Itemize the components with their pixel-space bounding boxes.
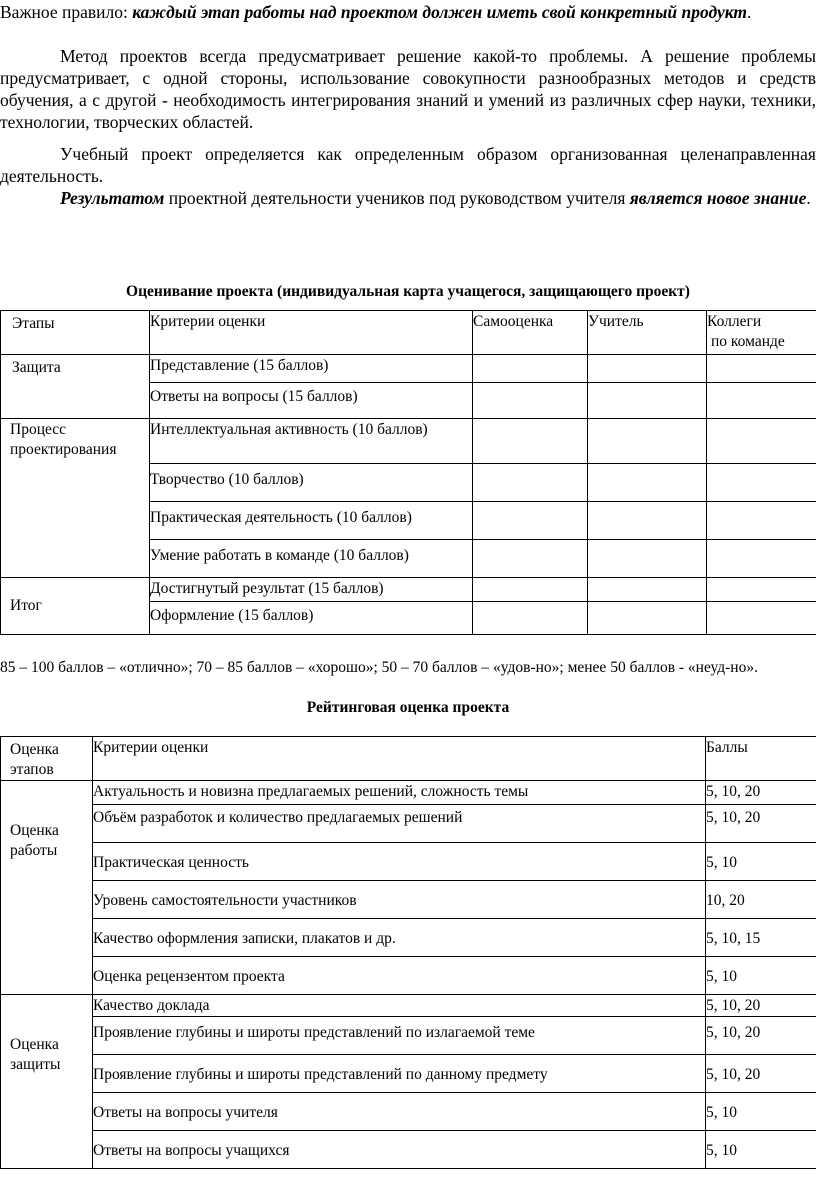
criterion-cell: Умение работать в команде (10 баллов) <box>150 540 473 578</box>
peers-score-cell <box>707 355 816 383</box>
self-score-cell <box>473 578 588 602</box>
teacher-score-cell <box>588 502 707 540</box>
header-peers: Коллеги по команде <box>707 311 816 355</box>
criterion-cell: Объём разработок и количество предлагаемых решений <box>93 805 706 843</box>
self-score-cell <box>473 383 588 419</box>
stage-result: Итог <box>1 578 150 635</box>
header-points: Баллы <box>706 737 816 781</box>
peers-score-cell <box>707 502 816 540</box>
criterion-cell: Оценка рецензентом проекта <box>93 957 706 995</box>
project-rating-table <box>0 736 816 1169</box>
points-cell: 5, 10, 20 <box>706 805 816 843</box>
criterion-cell: Уровень самостоятельности участников <box>93 881 706 919</box>
header-criteria: Критерии оценки <box>93 737 706 781</box>
criterion-cell: Интеллектуальная активность (10 баллов) <box>150 419 473 464</box>
grading-scale-note: 85 – 100 баллов – «отлично»; 70 – 85 баллов – «хорошо»; 50 – 70 баллов – «удов-но»; менее 50 баллов - «неуд-но». <box>0 659 758 676</box>
rule-text: каждый этап работы над проектом должен иметь свой конкретный продукт <box>132 2 747 22</box>
teacher-score-cell <box>588 464 707 502</box>
header-criteria: Критерии оценки <box>150 311 473 355</box>
criterion-cell: Ответы на вопросы (15 баллов) <box>150 383 473 419</box>
teacher-score-cell <box>588 540 707 578</box>
stage-defense: Оценка защиты <box>1 995 93 1169</box>
points-cell: 5, 10, 20 <box>706 995 816 1017</box>
table-row <box>1 919 816 957</box>
criterion-cell: Ответы на вопросы учителя <box>93 1093 706 1131</box>
table2-title: Рейтинговая оценка проекта <box>306 699 510 716</box>
rule-label: Важное правило: <box>0 2 133 22</box>
table-header-row <box>1 311 816 355</box>
teacher-score-cell <box>588 383 707 419</box>
teacher-score-cell <box>588 419 707 464</box>
peers-score-cell <box>707 383 816 419</box>
self-score-cell <box>473 464 588 502</box>
criterion-cell: Качество доклада <box>93 995 706 1017</box>
table-row <box>1 1131 816 1169</box>
table-row <box>1 843 816 881</box>
criterion-cell: Актуальность и новизна предлагаемых решений, сложность темы <box>93 781 706 805</box>
points-cell: 5, 10 <box>706 843 816 881</box>
peers-score-cell <box>707 419 816 464</box>
criterion-cell: Достигнутый результат (15 баллов) <box>150 578 473 602</box>
header-stage: Этапы <box>1 311 150 355</box>
criterion-cell: Проявление глубины и широты представлений по данному предмету <box>93 1055 706 1093</box>
points-cell: 5, 10 <box>706 1131 816 1169</box>
table-header-row <box>1 737 816 781</box>
table-row <box>1 957 816 995</box>
criterion-cell: Творчество (10 баллов) <box>150 464 473 502</box>
criterion-cell: Практическая ценность <box>93 843 706 881</box>
points-cell: 5, 10, 20 <box>706 1017 816 1055</box>
criterion-cell: Качество оформления записки, плакатов и др. <box>93 919 706 957</box>
points-cell: 10, 20 <box>706 881 816 919</box>
stage-work: Оценка работы <box>1 781 93 995</box>
header-stage: Оценка этапов <box>1 737 93 781</box>
teacher-score-cell <box>588 578 707 602</box>
peers-score-cell <box>707 540 816 578</box>
peers-score-cell <box>707 602 816 635</box>
points-cell: 5, 10 <box>706 1093 816 1131</box>
points-cell: 5, 10, 20 <box>706 781 816 805</box>
table-row <box>1 419 816 464</box>
criterion-cell: Практическая деятельность (10 баллов) <box>150 502 473 540</box>
table-row <box>1 995 816 1017</box>
peers-score-cell <box>707 578 816 602</box>
intro-paragraph-project: Учебный проект определяется как определенным образом организованная целенаправленная деятельность. <box>0 144 816 186</box>
self-score-cell <box>473 419 588 464</box>
table-row <box>1 781 816 805</box>
teacher-score-cell <box>588 602 707 635</box>
intro-paragraph-method: Метод проектов всегда предусматривает решение какой-то проблемы. А решение проблемы предусматривает, с одной стороны, использование совокупности разнообразных методов и средств обучения, а с другой - необходимость интегрирования знаний и умений из различных сфер науки, техники, технологии, творческих областей. <box>0 46 816 132</box>
intro-paragraph-result: Результатом проектной деятельности учеников под руководством учителя является новое знание. <box>60 188 811 208</box>
self-score-cell <box>473 602 588 635</box>
intro-paragraph-rule: Важное правило: каждый этап работы над проектом должен иметь свой конкретный продукт. <box>0 2 752 22</box>
table-row <box>1 1055 816 1093</box>
self-score-cell <box>473 355 588 383</box>
criterion-cell: Ответы на вопросы учащихся <box>93 1131 706 1169</box>
table-row <box>1 1017 816 1055</box>
peers-score-cell <box>707 464 816 502</box>
table-row <box>1 805 816 843</box>
table-row <box>1 881 816 919</box>
project-evaluation-table <box>0 310 816 635</box>
criterion-cell: Представление (15 баллов) <box>150 355 473 383</box>
criterion-cell: Оформление (15 баллов) <box>150 602 473 635</box>
stage-defense: Защита <box>1 355 150 419</box>
points-cell: 5, 10 <box>706 957 816 995</box>
self-score-cell <box>473 502 588 540</box>
teacher-score-cell <box>588 355 707 383</box>
stage-design-process: Процесс проектирования <box>1 419 150 578</box>
table-row <box>1 1093 816 1131</box>
header-self: Самооценка <box>473 311 588 355</box>
header-teacher: Учитель <box>588 311 707 355</box>
points-cell: 5, 10, 15 <box>706 919 816 957</box>
table-row <box>1 355 816 383</box>
table-row <box>1 578 816 602</box>
table1-title: Оценивание проекта (индивидуальная карта учащегося, защищающего проект) <box>126 283 690 300</box>
points-cell: 5, 10, 20 <box>706 1055 816 1093</box>
self-score-cell <box>473 540 588 578</box>
criterion-cell: Проявление глубины и широты представлений по излагаемой теме <box>93 1017 706 1055</box>
